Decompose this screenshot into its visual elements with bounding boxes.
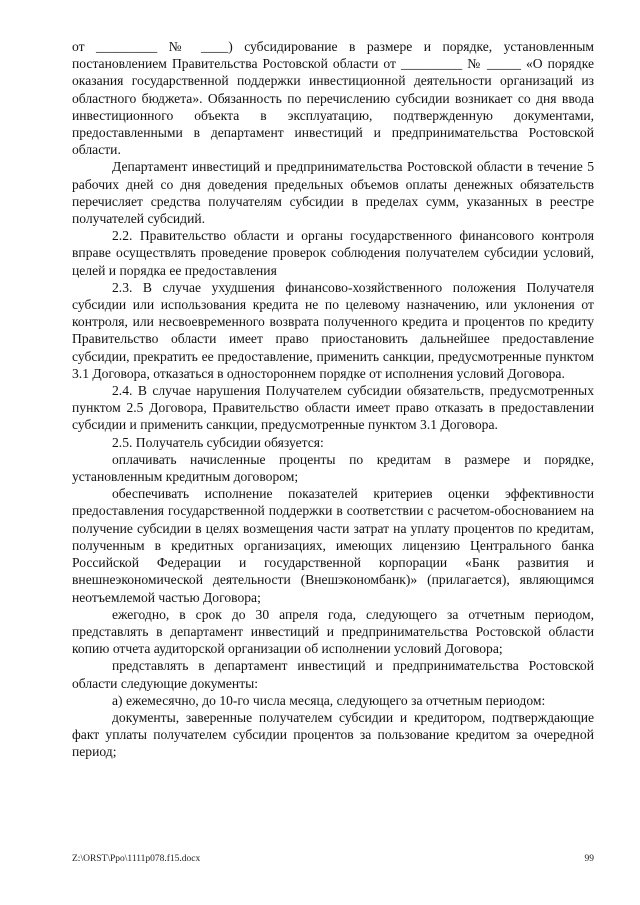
paragraph-1: от _________ № ____) субсидирование в размере и порядке, установленным постановлением Правительства Ростовской области от _________ № _____ «О порядке оказания государственной поддержки инвестиционной деятельности организаций из областного бюджета». Обязанность по перечислению субсидии возникает со дня ввода инвестиционного объекта в эксплуатацию, подтвержденную документами, предоставленными в департамент инвестиций и предпринимательства Ростовской области. [72,39,594,158]
paragraph-2-2: 2.2. Правительство области и органы государственного финансового контроля вправе осуществлять проведение проверок соблюдения получателем субсидии условий, целей и порядка ее предоставления [72,228,594,278]
item-a-monthly: а) ежемесячно, до 10-го числа месяца, следующего за отчетным периодом: [112,692,546,708]
paragraph-2-4: 2.4. В случае нарушения Получателем субсидии обязательств, предусмотренных пунктом 2.5 Договора, Правительство области имеет право отказать в предоставлении субсидии и применить санкции, предусмотренные пунктом 3.1 Договора. [72,383,594,433]
obligation-pay-interest: оплачивать начисленные проценты по кредитам в размере и порядке, установленным кредитным договором; [72,451,594,485]
paragraph-2-3: 2.3. В случае ухудшения финансово-хозяйственного положения Получателя субсидии или использования кредита не по целевому назначению, или уклонения от контроля, или несвоевременного возврата полученного кредита и процентов по кредиту Правительство области имеет право приостановить дальнейшее предоставление субсидии, прекратить ее предоставление, применить санкции, предусмотренные пунктом 3.1 Договора, отказаться в одностороннем порядке от исполнения условий Договора. [72,279,594,381]
page-footer [72,854,594,868]
paragraph-2-5: 2.5. Получатель субсидии обязуется: [112,434,324,450]
item-documents-confirming: документы, заверенные получателем субсидии и кредитором, подтверждающие факт уплаты получателем субсидии процентов за пользование кредитом за очередной период; [72,709,594,760]
obligation-efficiency: обеспечивать исполнение показателей критериев оценки эффективности предоставления государственной поддержки в соответствии с расчетом-обоснованием на получение субсидии в целях возмещения части затрат на уплату процентов по кредитам, полученным в кредитных организациях, имеющих лицензию Центрального банка Российской Федерации и государственной корпорации «Банк развития и внешнеэкономической деятельности (Внешэкономбанк)» (прилагается), являющимся неотъемлемой частью Договора; [72,486,594,605]
page-number: 99 [584,854,594,864]
paragraph-2: Департамент инвестиций и предпринимательства Ростовской области в течение 5 рабочих дней со дня доведения предельных объемов оплаты денежных обязательств перечисляет средства получателям субсидии в пределах сумм, указанных в реестре получателей субсидий. [72,159,594,227]
document-body [72,38,594,761]
obligation-documents: представлять в департамент инвестиций и предпринимательства Ростовской области следующие документы: [72,658,594,691]
footer-file-path: Z:\ORST\Ppo\1111p078.f15.docx [72,854,201,864]
obligation-audit-report: ежегодно, в срок до 30 апреля года, следующего за отчетным периодом, представлять в департамент инвестиций и предпринимательства Ростовской области копию отчета аудиторской организации об исполнении условий Договора; [72,606,594,657]
